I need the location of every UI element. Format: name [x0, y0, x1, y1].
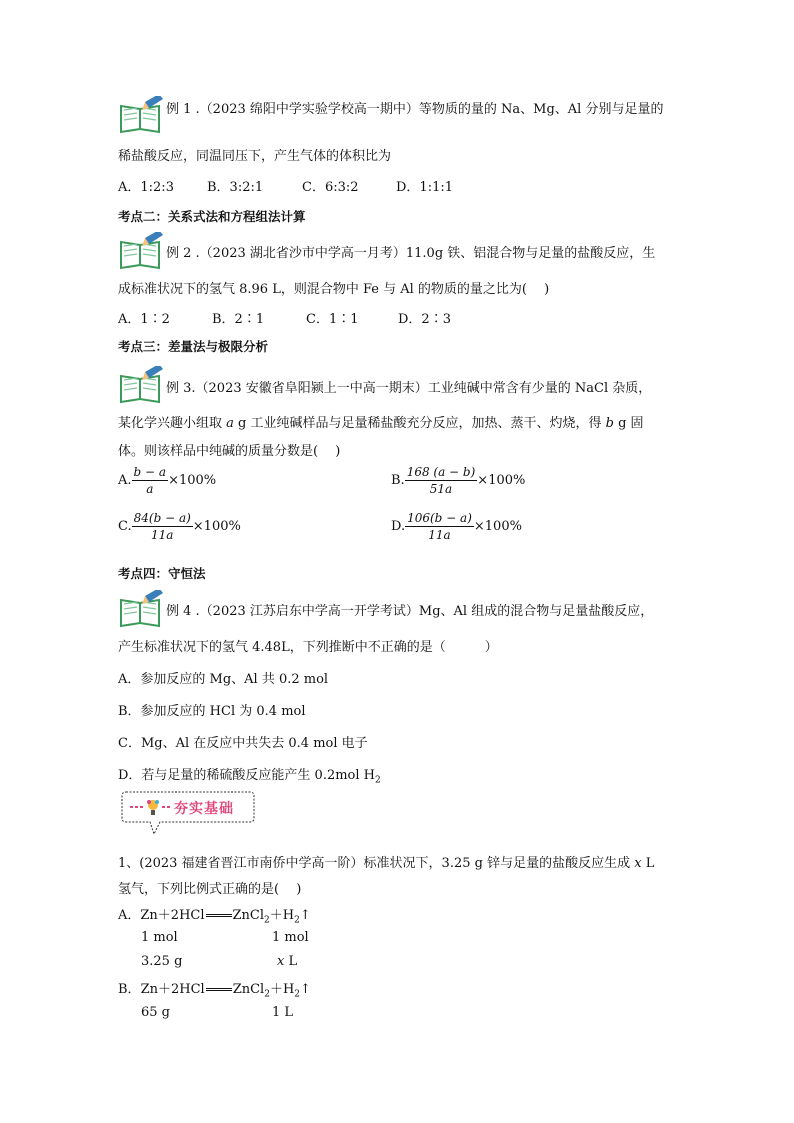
section-badge [120, 788, 256, 840]
section-heading-2: 考点二：关系式法和方程组法计算 [118, 209, 306, 224]
numerator: 84(b − a) [133, 511, 191, 525]
subscript: 2 [294, 915, 300, 926]
text-span: L [641, 856, 655, 871]
subscript: 2 [264, 989, 270, 1000]
text-span: 1、(2023 福建省晋江市南侨中学高一阶）标准状况下，3.25 g 锌与足量的盐酸反应生成 [118, 856, 635, 871]
equals-sign [206, 988, 232, 991]
badge-label: 夯实基础 [174, 801, 234, 817]
example-4-line-1: 例 4 .（2023 江苏启东中学高一开学考试）Mg、Al 组成的混合物与足量盐酸反应， [166, 604, 654, 619]
fraction [132, 465, 169, 496]
reading-book-icon [118, 590, 164, 628]
unit: L [284, 954, 298, 969]
gas-arrow: ↑ [300, 982, 311, 997]
subscript: 2 [294, 989, 301, 1000]
example-2-option-d: D．2∶3 [398, 312, 451, 327]
variable-x: x [277, 954, 285, 969]
example-1-option-c: C．6:3:2 [302, 180, 359, 195]
option-label: D. [391, 519, 406, 534]
denominator: 51a [429, 482, 453, 496]
example-1-option-b: B．3:2:1 [207, 180, 264, 195]
fraction [405, 511, 474, 542]
variable-x: x [634, 856, 642, 871]
example-3-line-1: 例 3.（2023 安徽省阜阳颍上一中高一期末）工业纯碱中常含有少量的 NaCl 杂质， [166, 381, 652, 396]
example-3-option-a [118, 465, 216, 496]
subscript: 2 [264, 915, 270, 926]
equation-b [118, 978, 311, 1000]
example-2-line-1: 例 2 .（2023 湖北省沙市中学高一月考）11.0g 铁、铝混合物与足量的盐酸反应，生 [166, 246, 656, 261]
percent-tail: ×100% [192, 519, 241, 534]
example-3-line-2 [118, 412, 644, 431]
eq-b-row-1-col-2: 1 L [272, 1005, 294, 1020]
equation-a [118, 904, 311, 926]
variable-a: a [226, 416, 234, 431]
subscript: 2 [375, 775, 381, 786]
section-heading-3: 考点三：差量法与极限分析 [118, 339, 269, 354]
reading-book-icon [118, 366, 164, 404]
equals-sign [206, 914, 232, 917]
numerator: b − a [133, 465, 167, 479]
product-2: ＋H [269, 982, 295, 997]
example-1-line-1: 例 1 .（2023 绵阳中学实验学校高一期中）等物质的量的 Na、Mg、Al 分别与足量的 [166, 102, 664, 117]
example-1-option-d: D．1:1:1 [396, 180, 453, 195]
fraction [405, 465, 478, 496]
example-4-option-b: B．参加反应的 HCl 为 0.4 mol [118, 704, 306, 719]
example-3-option-c [118, 511, 241, 542]
option-label: A. [118, 473, 132, 488]
example-3-line-3: 体。则该样品中纯碱的质量分数是( ) [118, 444, 341, 459]
example-4-option-d [118, 764, 381, 786]
question-1-line-1 [118, 852, 654, 871]
example-3-option-b [391, 465, 525, 496]
product-2: ＋H [269, 908, 295, 923]
example-4-option-a: A．参加反应的 Mg、Al 共 0.2 mol [118, 672, 329, 687]
denominator: 11a [428, 528, 451, 542]
fraction [132, 511, 193, 542]
product-1: ZnCl [232, 982, 265, 997]
eq-a-row-1-col-2: 1 mol [272, 930, 309, 945]
example-1-line-2: 稀盐酸反应，同温同压下，产生气体的体积比为 [118, 149, 392, 164]
text-span: g 工业纯碱样品与足量稀盐酸充分反应，加热、蒸干、灼烧，得 [233, 416, 606, 431]
text-span: g 固 [613, 416, 644, 431]
example-2-option-c: C．1∶1 [306, 312, 359, 327]
percent-tail: ×100% [477, 473, 526, 488]
product-1: ZnCl [232, 908, 265, 923]
numerator: 168 (a − b) [406, 465, 476, 479]
eq-a-row-2-col-2 [277, 954, 297, 969]
option-label: B． [118, 982, 141, 997]
reading-book-icon [118, 96, 164, 134]
section-heading-4: 考点四：守恒法 [118, 566, 206, 581]
example-4-option-c: C．Mg、Al 在反应中共失去 0.4 mol 电子 [118, 736, 368, 751]
example-2-option-a: A．1∶2 [118, 312, 170, 327]
text-span: 某化学兴趣小组取 [118, 416, 227, 431]
example-2-option-b: B．2∶1 [212, 312, 265, 327]
example-3-option-d [391, 511, 522, 542]
question-1-line-2: 氢气，下列比例式正确的是( ) [118, 882, 302, 897]
denominator: 11a [150, 528, 174, 542]
denominator: a [146, 482, 154, 496]
option-label: B. [391, 473, 405, 488]
gas-arrow: ↑ [299, 908, 311, 923]
option-label: C. [118, 519, 132, 534]
eq-a-row-1-col-1: 1 mol [141, 930, 178, 945]
example-1-option-a: A．1:2:3 [118, 180, 174, 195]
reading-book-icon [118, 232, 164, 270]
variable-b: b [605, 416, 614, 431]
percent-tail: ×100% [168, 473, 217, 488]
reactants: Zn＋2HCl [140, 908, 205, 923]
percent-tail: ×100% [473, 519, 522, 534]
eq-a-row-2-col-1: 3.25 g [141, 954, 183, 969]
example-2-line-2: 成标准状况下的氢气 8.96 L，则混合物中 Fe 与 Al 的物质的量之比为( ) [118, 282, 550, 297]
numerator: 106(b − a) [407, 511, 472, 525]
example-4-line-2: 产生标准状况下的氢气 4.48L，下列推断中不正确的是（ ） [118, 640, 498, 655]
text-span: D．若与足量的稀硫酸反应能产生 0.2mol H [118, 768, 376, 783]
eq-b-row-1-col-1: 65 g [141, 1005, 170, 1020]
reactants: Zn＋2HCl [140, 982, 205, 997]
option-label: A． [118, 908, 141, 923]
